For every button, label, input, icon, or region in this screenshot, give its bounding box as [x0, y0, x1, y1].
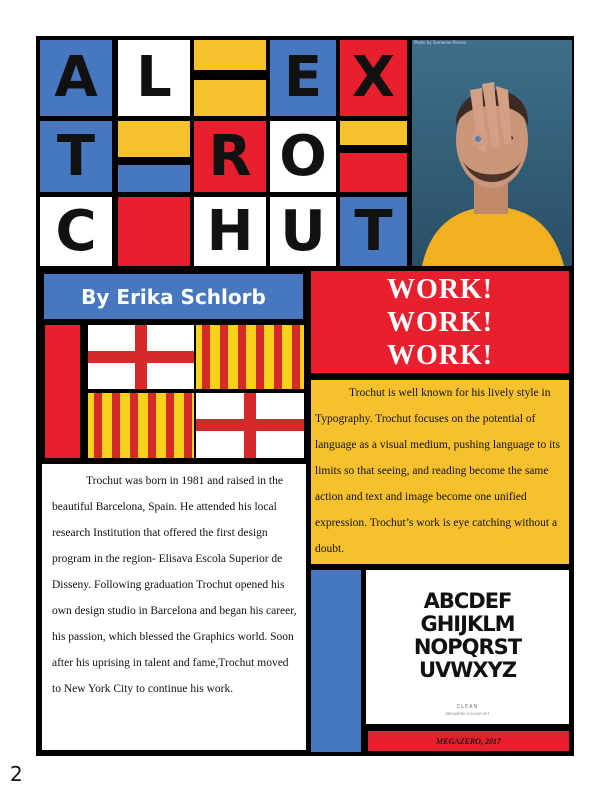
tile-dash — [194, 40, 266, 116]
alphabet-row-3: NOPQRST — [413, 635, 522, 659]
tile-bars — [340, 121, 407, 192]
barcelona-flag — [88, 325, 304, 458]
alphabet-row-1: ABCDEF — [423, 589, 512, 613]
alphabet-label-top: CLEAN — [456, 704, 479, 710]
tile-letter-x — [340, 40, 407, 116]
headline-line-3: WORK! — [386, 340, 494, 371]
alphabet-row-2: GHIJKLM — [420, 612, 515, 636]
alphabet-caption: MEGAZERO, 2017 — [368, 731, 569, 751]
tile-letter-u — [270, 197, 336, 266]
tile-glyph: E — [283, 45, 323, 110]
tile-glyph: H — [206, 198, 254, 264]
portrait-illustration — [412, 40, 572, 266]
tile-glyph: R — [208, 123, 252, 189]
headline-line-1: WORK! — [386, 274, 494, 305]
dash-bar — [194, 70, 266, 80]
tile-letter-o — [270, 121, 336, 192]
alphabet-row-4: UVWXYZ — [418, 658, 517, 682]
blue-column — [311, 570, 361, 752]
tile-letter-r — [194, 121, 266, 192]
tile-glyph: A — [54, 45, 98, 110]
bio-text: Trochut was born in 1981 and raised in the beautiful Barcelona, Spain. He attended his local research Institution that offered the first design program in the region- Elisava Escola Superior de Disseny. Following graduation Trochut opened his own design studio in Barcelona and began his career, his passion, which blessed the Graphics world. Soon after his uprising in talent and fame,Trochut moved to New York City to continue his work. — [52, 475, 297, 695]
tile-letter-t2 — [340, 197, 407, 266]
headline-line-2: WORK! — [386, 307, 494, 338]
page-number: 2 — [10, 762, 23, 786]
tile-letter-t — [40, 121, 112, 192]
bar-yellow — [340, 121, 407, 145]
alphabet-label-bottom: MEGAZERO COLOUR SET — [445, 712, 490, 716]
tile-glyph: U — [280, 198, 326, 264]
tile-blank-red — [118, 197, 190, 266]
intro-text: Trochut is well known for his lively style in Typography. Trochut focuses on the potential of language as a visual medium, pushing language to its limits so that seeing, and reading become the same action and text and image become one unified expression. Trochut’s work is eye catching without a doubt. — [315, 387, 560, 555]
tile-letter-a — [40, 40, 112, 116]
title-tile-grid — [40, 40, 407, 266]
photo-credit: Photo by Someone Person — [414, 40, 467, 45]
bio-paragraph — [42, 464, 306, 750]
stripe-bar — [118, 157, 190, 165]
tile-letter-h — [194, 197, 266, 266]
tile-glyph: T — [56, 123, 96, 189]
headline — [311, 271, 569, 373]
tile-letter-e — [270, 40, 336, 116]
tile-glyph: O — [279, 123, 327, 189]
tile-glyph: X — [351, 45, 396, 110]
stripe-band — [118, 165, 190, 192]
barcelona-flag-graphic — [88, 325, 304, 458]
byline: By Erika Schlorb — [44, 274, 303, 319]
tile-glyph: C — [55, 198, 97, 264]
tile-glyph: T — [354, 198, 393, 264]
tile-letter-c — [40, 197, 112, 266]
intro-paragraph — [311, 380, 569, 564]
alphabet-rows — [366, 590, 569, 682]
tile-stripes — [118, 121, 190, 192]
red-strip — [45, 325, 80, 458]
tile-glyph: L — [136, 45, 172, 110]
tile-letter-l — [118, 40, 190, 116]
bar-black — [340, 145, 407, 153]
alphabet-specimen — [366, 570, 569, 724]
portrait-photo — [412, 40, 572, 266]
